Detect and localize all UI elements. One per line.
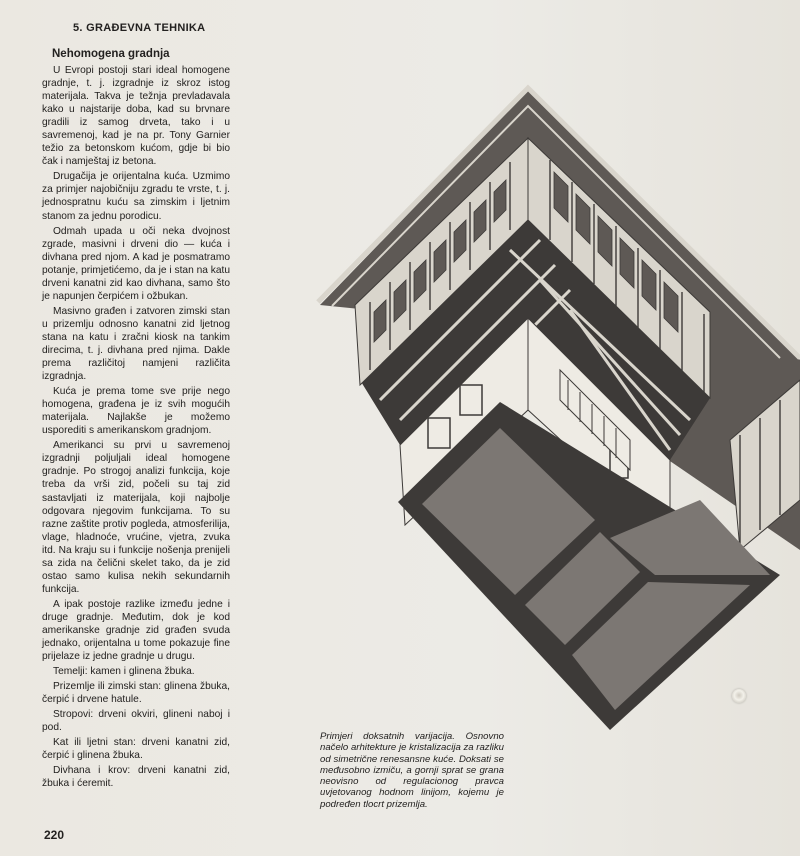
chapter-heading: 5. GRAĐEVNA TEHNIKA (73, 22, 206, 34)
paragraph: Masivno građen i zatvoren zimski stan u prizemlju odnosno kanatni zid ljetnog stana na katu i zračni kiosk na tankim direcima, t. j. divhana pred njima. Dakle prema različitoj namjeni različita izgradnja. (42, 305, 230, 383)
paragraph: Divhana i krov: drveni kanatni zid, žbuka i ćeremit. (42, 765, 230, 790)
paragraph: Prizemlje ili zimski stan: glinena žbuka, čerpić i drvene hatule. (42, 681, 230, 706)
axonometric-house-illustration (310, 80, 800, 730)
section-title: Nehomogena gradnja (52, 48, 170, 60)
paragraph: A ipak postoje razlike između jedne i druge gradnje. Međutim, dok je kod amerikanske gradnje zid građen svuda jednako, orijentalna u tome pokazuje fine prijelaze iz jedne gradnje u drugu. (42, 598, 230, 663)
paragraph: Amerikanci su prvi u savremenoj izgradnji poljuljali ideal homogene gradnje. Po strogoj analizi funkcija, koje treba da vrši zid, počeli su taj zid sastavljati iz materijala, koji najbolje odgovara njegovim funkcijama. To su razne zaštite protiv pogleda, atmosferilija, vlage, hladnoće, vrućine, vjetra, zvuka itd. Na kraju su i funkcije nošenja prenijeli sa zida na čelični skelet tako, da je zid ostao samo kulisa nekih sekundarnih funkcija. (42, 440, 230, 595)
figure-caption: Primjeri doksatnih varijacija. Osnovno načelo arhitekture je kristalizacija za razliku od simetrične renesansne kuće. Doksati se međusobno izmiču, a gornji sprat se grana neovisno od regulacionog pravca uvjetovanog hodnom linijom, kojemu je podređen tlocrt prizemlja. (320, 731, 504, 810)
paragraph: Stropovi: drveni okviri, glineni naboj i pod. (42, 709, 230, 734)
paragraph: Temelji: kamen i glinena žbuka. (53, 666, 195, 678)
page-punch-hole (732, 689, 746, 703)
paragraph: Odmah upada u oči neka dvojnost zgrade, masivni i drveni dio — kuća i divhana pred njom. A kad je posmatramo potanje, primjetićemo, da je i stan na katu drveni kanatni zid kao divhana, samo što je napunjen čerpićem i ožbukan. (42, 225, 231, 302)
paragraph: U Evropi postoji stari ideal homogene gradnje, t. j. izgradnje iz skroz istog materijala. Takva je težnja prevladavala kako u najstarije doba, kad su brvnare gradili iz samog drveta, tako i u savremenoj, kad je na pr. Tony Garnier težio za betonskom kućom, gdje bi bio čak i namještaj iz betona. (42, 65, 230, 168)
paragraph: Drugačija je orijentalna kuća. Uzmimo za primjer najobičniju zgradu te vrste, t. j. jednospratnu kuću sa zimskim i ljetnim stanom za jednu porodicu. (42, 171, 230, 222)
page-number: 220 (44, 828, 65, 842)
body-text-column (42, 64, 230, 793)
paragraph: Kuća je prema tome sve prije nego homogena, građena je iz svih mogućih materijala. Najlakše je možemo usporediti s amerikanskom gradnjom. (42, 386, 230, 437)
paragraph: Kat ili ljetni stan: drveni kanatni zid, čerpić i glinena žbuka. (42, 737, 230, 762)
